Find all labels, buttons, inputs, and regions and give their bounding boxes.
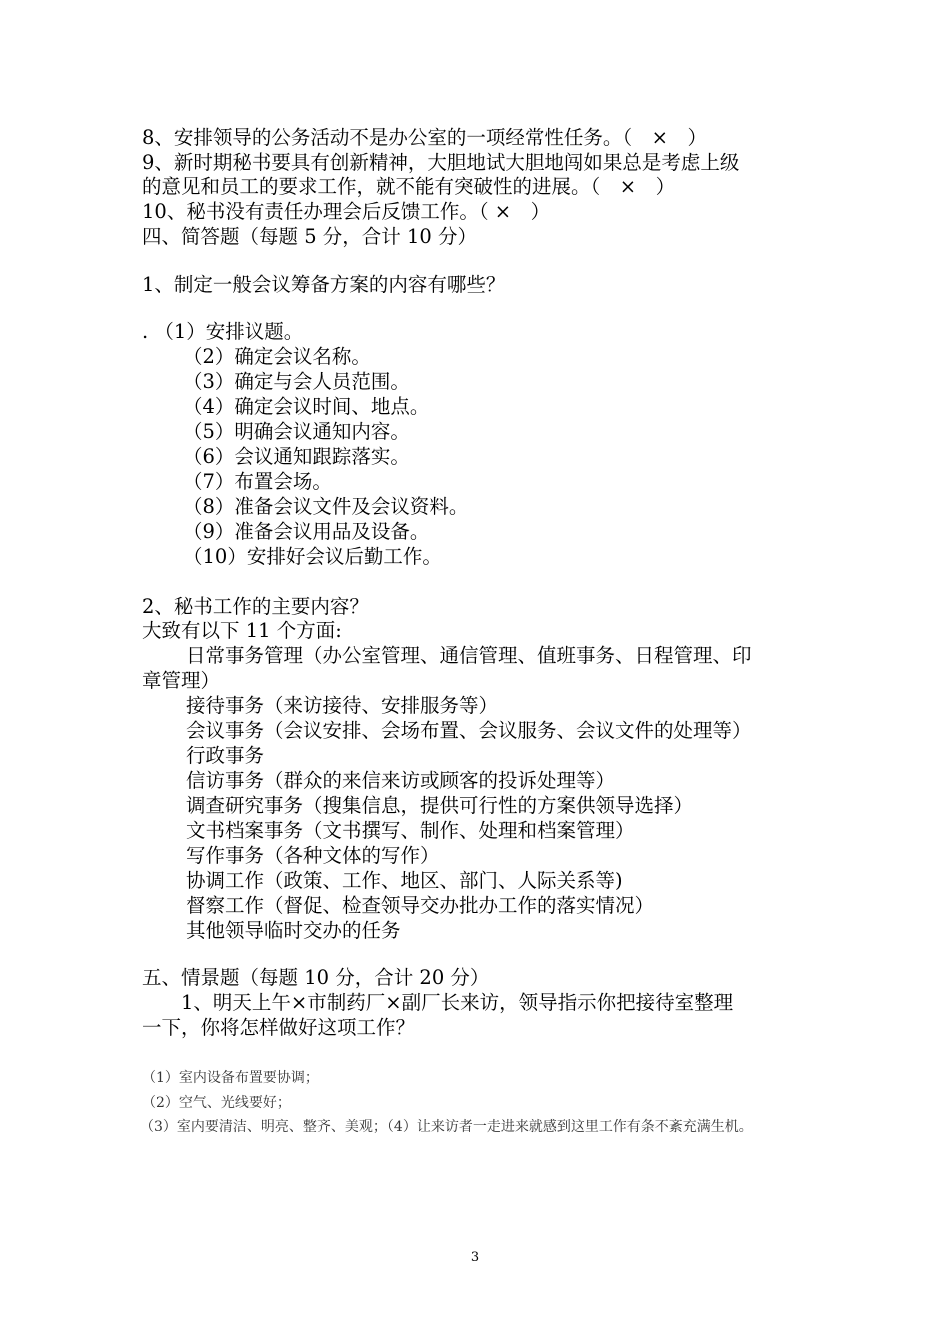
q2-item: 接待事务（来访接待、安排服务等） [186,694,499,717]
scenario-q1-line1: 1、明天上午×市制药厂×副厂长来访，领导指示你把接待室整理 [142,991,734,1014]
q1-answer: （3）确定与会人员范围。 [183,370,410,393]
q1-answer: （10）安排好会议后勤工作。 [183,545,442,568]
q1-answer: . （1）安排议题。 [142,320,304,343]
q1-question: 1、制定一般会议筹备方案的内容有哪些？ [142,273,506,296]
section5-heading: 五、情景题（每题 10 分，合计 20 分） [142,966,490,989]
q2-item-line1: 日常事务管理（办公室管理、通信管理、值班事务、日程管理、印 [186,644,752,667]
q2-item: 其他领导临时交办的任务 [186,919,401,942]
q1-answer: （7）布置会场。 [183,470,332,493]
q1-answer: （2）确定会议名称。 [183,345,371,368]
q2-item: 协调工作（政策、工作、地区、部门、人际关系等) [186,869,623,892]
judgment-q10: 10、秘书没有责任办理会后反馈工作。（ × ） [142,200,551,223]
q2-intro: 大致有以下 11 个方面: [142,619,342,642]
q1-answer: （5）明确会议通知内容。 [183,420,410,443]
judgment-q8: 8、安排领导的公务活动不是办公室的一项经常性任务。（ × ） [142,126,707,149]
q2-item: 行政事务 [186,744,265,767]
scenario-q1-line2: 一下，你将怎样做好这项工作？ [142,1016,416,1039]
q2-question: 2、秘书工作的主要内容？ [142,595,369,618]
q2-item: 文书档案事务（文书撰写、制作、处理和档案管理） [186,819,635,842]
scenario-answer: （2）空气、光线要好； [142,1095,291,1111]
q1-answer: （6）会议通知跟踪落实。 [183,445,410,468]
q2-item: 会议事务（会议安排、会场布置、会议服务、会议文件的处理等） [186,719,752,742]
q2-item: 调查研究事务（搜集信息，提供可行性的方案供领导选择） [186,794,694,817]
q1-answer: （4）确定会议时间、地点。 [183,395,430,418]
q2-item: 写作事务（各种文体的写作） [186,844,440,867]
scenario-answer: （3）室内要清洁、明亮、整齐、美观；（4）让来访者一走进来就感到这里工作有条不紊充满生机。 [140,1119,753,1135]
judgment-q9-line1: 9、新时期秘书要具有创新精神，大胆地试大胆地闯如果总是考虑上级 [142,151,740,174]
section4-heading: 四、简答题（每题 5 分，合计 10 分） [142,225,478,248]
q2-item: 督察工作（督促、检查领导交办批办工作的落实情况） [186,894,655,917]
q1-answer: （8）准备会议文件及会议资料。 [183,495,469,518]
scenario-answer: （1）室内设备布置要协调； [142,1070,319,1086]
q1-answer: （9）准备会议用品及设备。 [183,520,430,543]
q2-item-line2: 章管理） [142,669,221,692]
q2-item: 信访事务（群众的来信来访或顾客的投诉处理等） [186,769,616,792]
judgment-q9-line2: 的意见和员工的要求工作，就不能有突破性的进展。（ × ） [142,175,676,198]
page-number: 3 [470,1250,480,1265]
